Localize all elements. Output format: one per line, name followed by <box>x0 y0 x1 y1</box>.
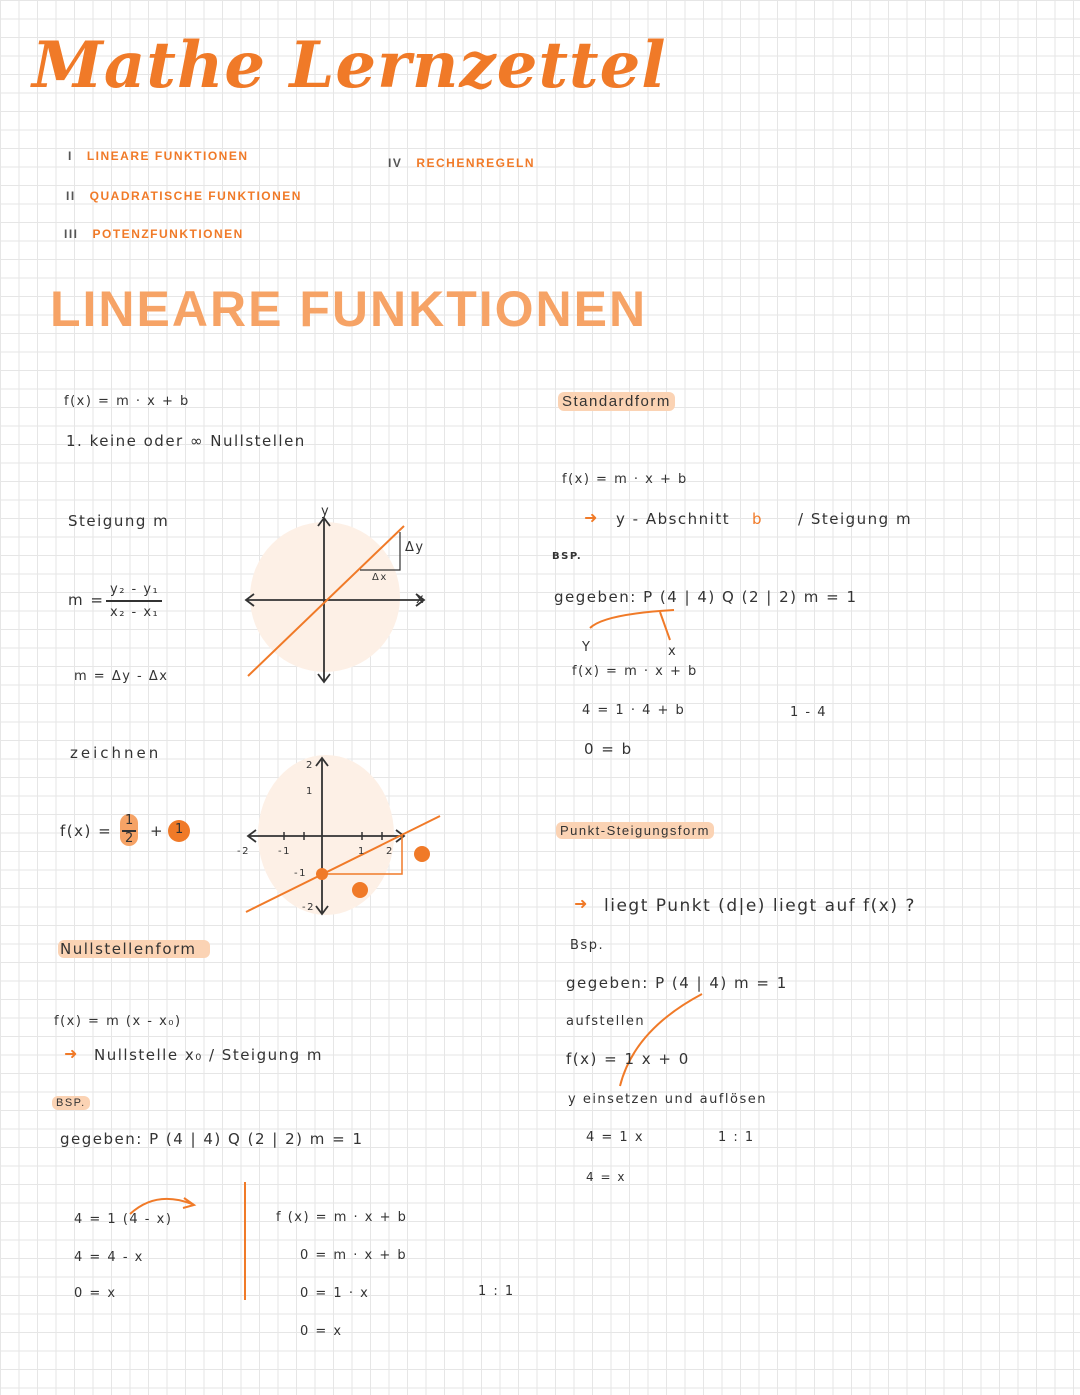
calc-right-1: f (x) = m · x + b <box>276 1210 408 1225</box>
substitute-curve-icon <box>616 990 706 1090</box>
frac-num: 1 <box>125 813 135 828</box>
gegeben2: gegeben: P (4 | 4) m = 1 <box>566 974 788 992</box>
arrow-icon: ➜ <box>64 1044 79 1063</box>
plus-sign: + <box>150 822 165 840</box>
punkt-steigungsform-label: Punkt-Steigungsform <box>556 822 714 839</box>
b-mark: b <box>752 510 764 528</box>
page-title: Mathe Lernzettel <box>32 28 667 103</box>
calc-left-3: 0 = x <box>74 1286 117 1301</box>
bsp-label: BSP. <box>552 551 583 562</box>
linear-formula: f(x) = m · x + b <box>64 394 190 409</box>
nullstellenform-label: Nullstellenform <box>60 940 197 958</box>
gegeben-left: gegeben: P (4 | 4) Q (2 | 2) m = 1 <box>60 1130 364 1148</box>
step-run-marker <box>352 882 368 898</box>
slope-prefix: m = <box>68 591 105 609</box>
graph2-axes <box>244 752 454 922</box>
graph2-tick-y-neg2: -2 <box>302 902 315 913</box>
graph1-x-label: x <box>416 592 426 607</box>
toc-item-2[interactable] <box>66 189 302 203</box>
slope-delta-formula: m = Δy - Δx <box>74 669 169 684</box>
steigung-label: Steigung m <box>68 512 170 530</box>
toc-num: IV <box>388 156 403 170</box>
calc-standard-1: f(x) = m · x + b <box>572 664 698 679</box>
toc-label: QUADRATISCHE FUNKTIONEN <box>89 189 302 203</box>
gegeben-right: gegeben: P (4 | 4) Q (2 | 2) m = 1 <box>554 588 858 606</box>
toc-num: II <box>66 189 76 203</box>
punkt-question: liegt Punkt (d|e) liegt auf f(x) ? <box>604 896 916 916</box>
calc-standard-2: 4 = 1 · 4 + b <box>582 703 686 718</box>
toc-item-1[interactable] <box>68 149 249 163</box>
graph1-dy-label: Δy <box>405 540 425 555</box>
calc-left-1: 4 = 1 (4 - x) <box>74 1212 173 1227</box>
calc-right-4: 0 = x <box>300 1324 343 1339</box>
steigung-note: / Steigung m <box>798 510 913 528</box>
zeros-note: 1. keine oder ∞ Nullstellen <box>66 432 306 450</box>
toc-label: POTENZFUNKTIONEN <box>92 227 244 241</box>
graph2-tick-x-1: 1 <box>358 846 366 857</box>
calc-standard-3: 0 = b <box>584 740 633 758</box>
graph2-tick-x-neg1: -1 <box>278 846 291 857</box>
y-mark: Y <box>582 640 592 655</box>
calc-punkt-2: 4 = 1 x <box>586 1130 645 1145</box>
calc-left-2: 4 = 4 - x <box>74 1250 144 1265</box>
graph2-tick-x-neg2: -2 <box>237 846 250 857</box>
column-divider <box>244 1182 246 1300</box>
arrow-icon: ➜ <box>584 508 599 527</box>
graph1-axes <box>240 510 440 690</box>
einsetzen-note: y einsetzen und auflösen <box>568 1092 767 1107</box>
arrow-icon: ➜ <box>574 894 589 913</box>
graph1-y-label: y <box>321 504 331 519</box>
calc-right-2: 0 = m · x + b <box>300 1248 408 1263</box>
b-value: 1 <box>175 822 185 837</box>
toc-label: RECHENREGELN <box>416 156 536 170</box>
substitute-arrow-icon <box>584 606 694 646</box>
toc-label: LINEARE FUNKTIONEN <box>86 149 249 163</box>
standard-formula: f(x) = m · x + b <box>562 472 688 487</box>
calc-punkt-1: f(x) = 1 x + 0 <box>566 1050 690 1068</box>
graph1-dx-label: Δx <box>372 572 388 583</box>
x-mark: x <box>668 644 678 659</box>
step-rise-marker <box>414 846 430 862</box>
zeichnen-label: zeichnen <box>70 744 162 762</box>
standardform-label: Standardform <box>558 392 675 411</box>
graph2-tick-x-2: 2 <box>386 846 394 857</box>
calc-punkt-3: 4 = x <box>586 1170 626 1184</box>
toc-item-4[interactable] <box>388 156 535 170</box>
frac-den: 2 <box>125 831 135 846</box>
bsp2-label: Bsp. <box>570 938 605 953</box>
side-note: 1 - 4 <box>790 705 827 720</box>
calc-right-3: 0 = 1 · x <box>300 1286 370 1301</box>
slope-numerator: y₂ - y₁ <box>110 582 160 597</box>
section-heading: LINEARE FUNKTIONEN <box>50 281 648 337</box>
zeichnen-formula: f(x) = <box>60 822 113 840</box>
graph2-tick-y-neg1: -1 <box>294 868 307 879</box>
aufstellen-label: aufstellen <box>566 1014 646 1029</box>
y-intercept-note: y - Abschnitt <box>616 510 731 528</box>
graph2-tick-y-1: 1 <box>306 786 314 797</box>
toc-num: I <box>68 149 73 163</box>
fraction-line <box>106 600 162 602</box>
bsp-badge: BSP. <box>52 1096 90 1110</box>
nullstellenform-formula: f(x) = m (x - x₀) <box>54 1014 182 1029</box>
graph2-tick-y-2: 2 <box>306 760 314 771</box>
toc-num: III <box>64 227 79 241</box>
ratio-right: 1 : 1 <box>718 1130 755 1145</box>
toc-item-3[interactable] <box>64 227 244 241</box>
nullstelle-note: Nullstelle x₀ / Steigung m <box>94 1046 324 1064</box>
ratio-left: 1 : 1 <box>478 1284 515 1299</box>
slope-denominator: x₂ - x₁ <box>110 605 160 620</box>
distribute-arrow-icon <box>126 1190 206 1220</box>
